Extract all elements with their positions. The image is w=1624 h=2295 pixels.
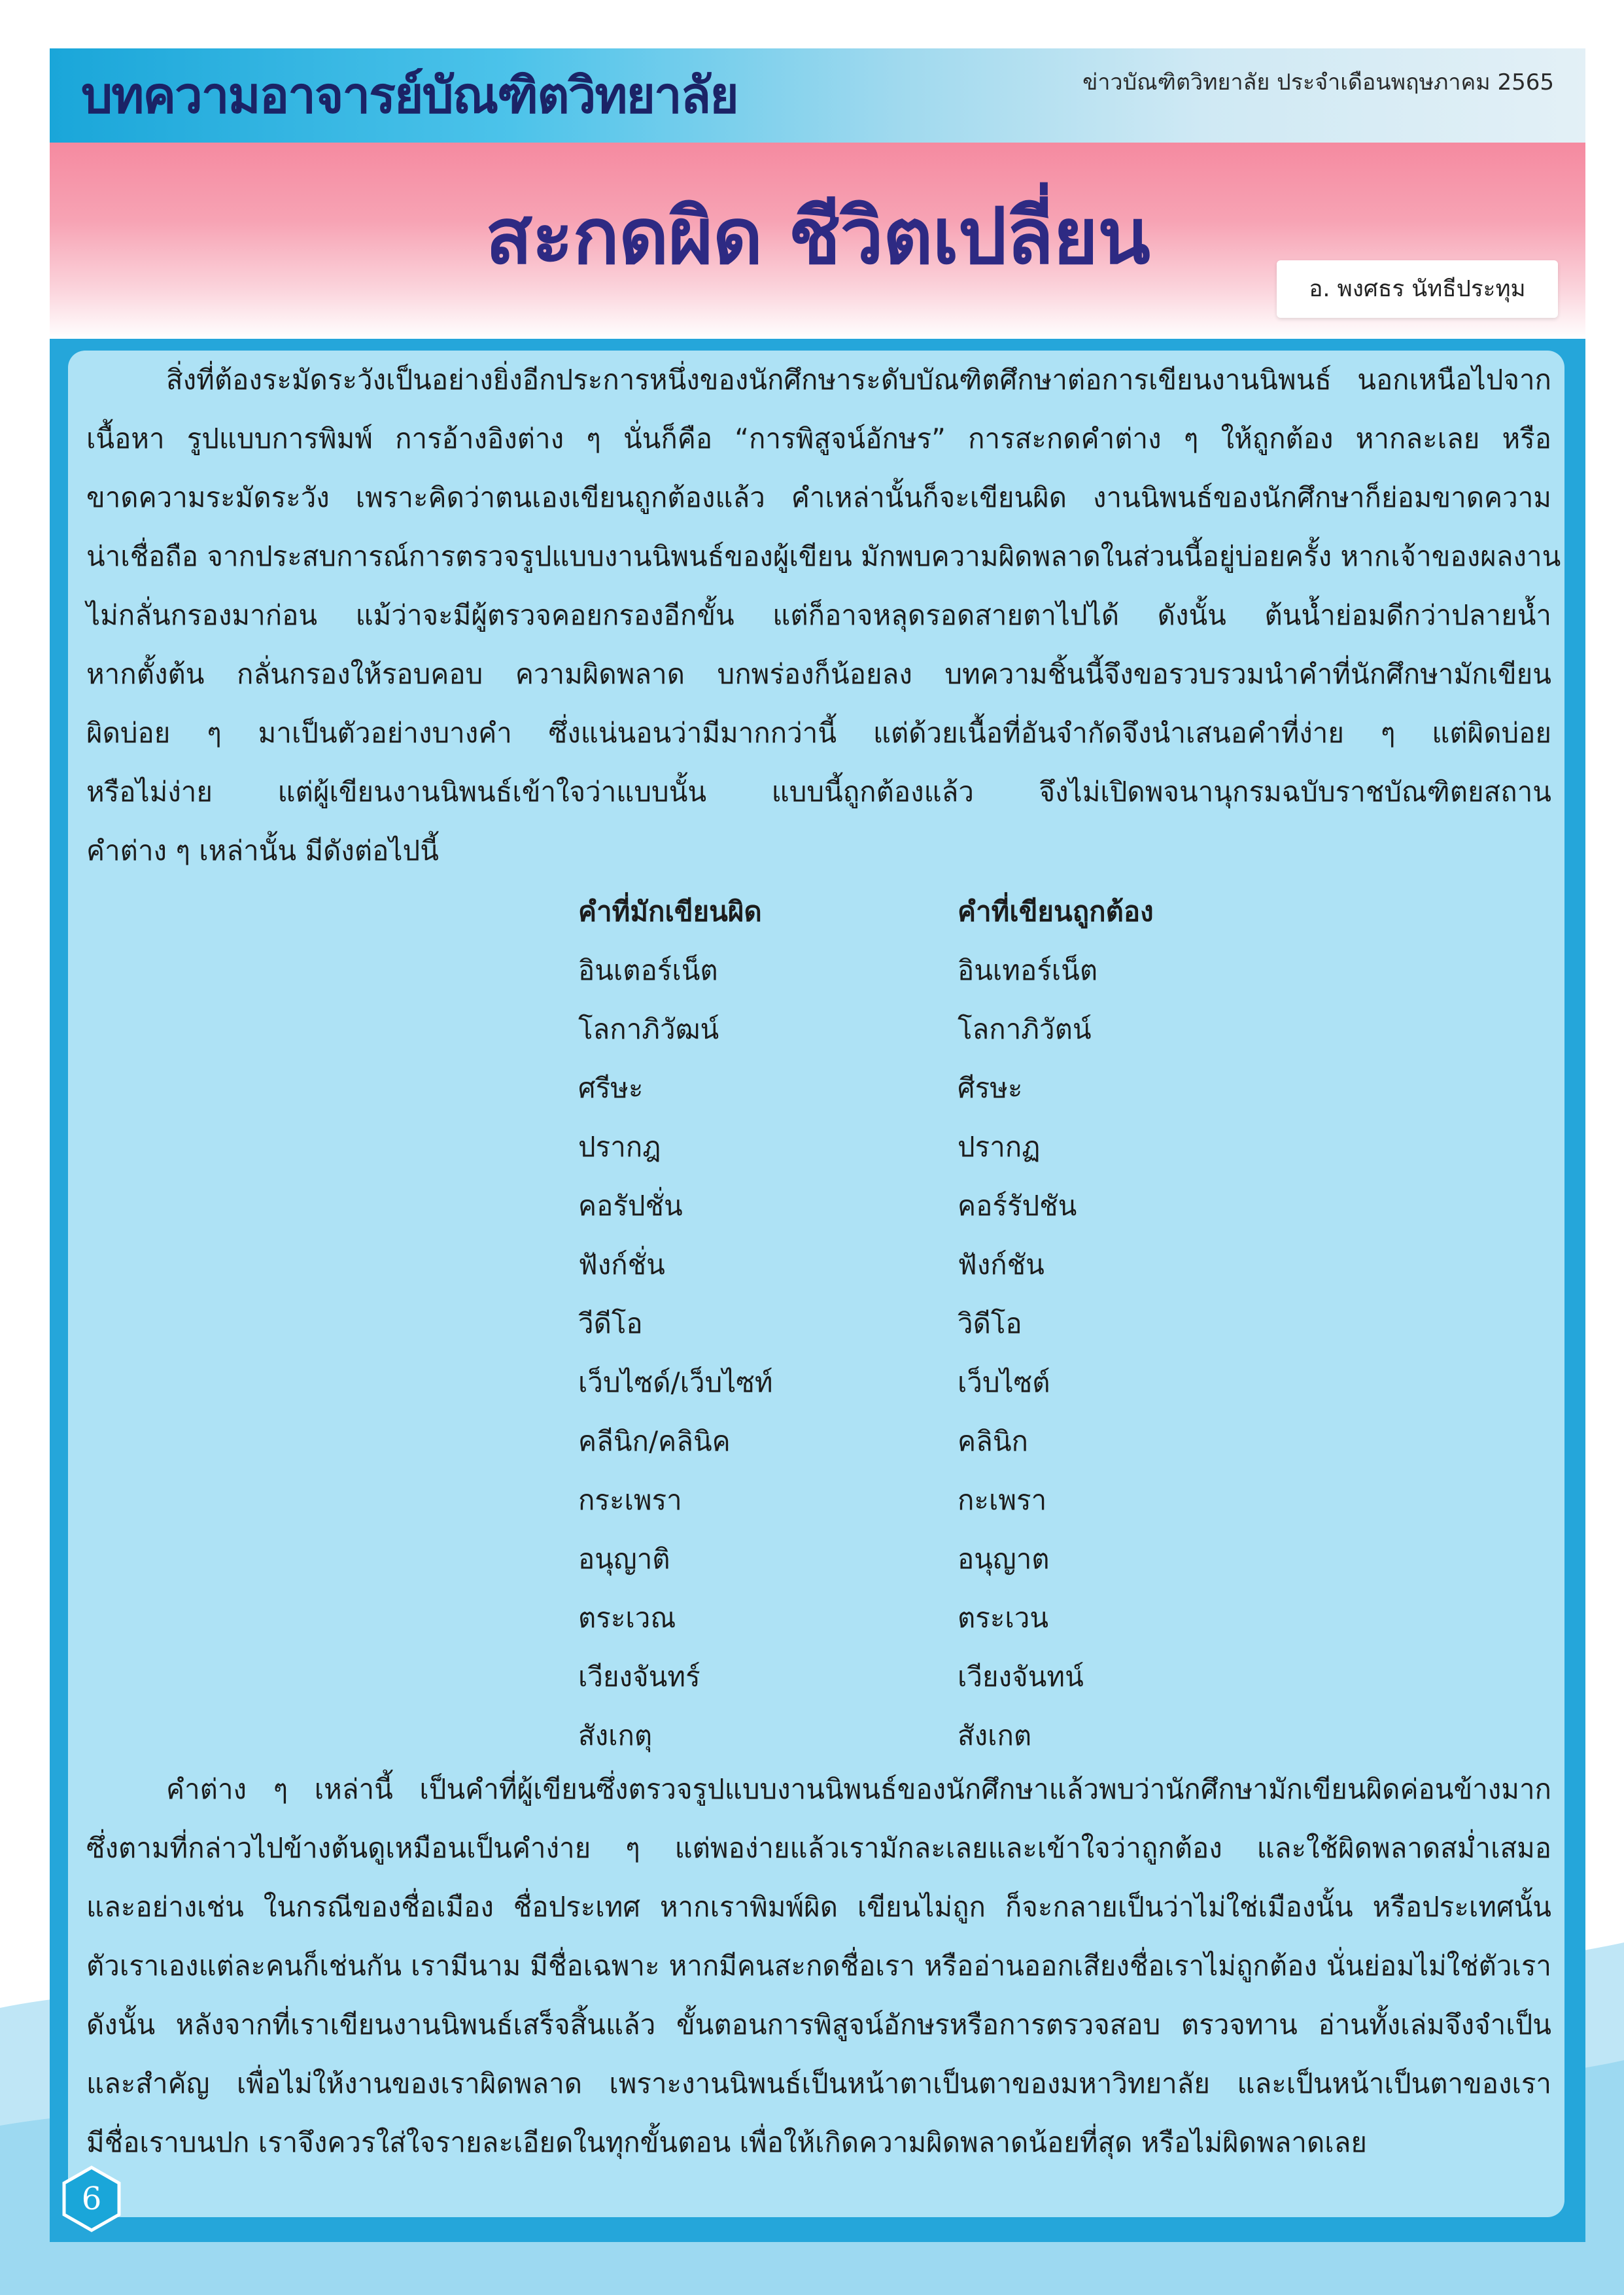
content-frame [50, 339, 1585, 2242]
paragraph-line: คำต่าง ๆ เหล่านี้ เป็นคำที่ผู้เขียนซึ่งตรวจรูปแบบงานนิพนธ์ของนักศึกษาแล้วพบว่านักศึกษามักเขียนผิดค่อนข้างมาก [166, 1773, 1551, 1805]
paragraph-line: หากตั้งต้น กลั่นกรองให้รอบคอบ ความผิดพลาด บกพร่องก็น้อยลง บทความชิ้นนี้จึงขอรวบรวมนำคำที่นักศึกษามักเขียน [86, 658, 1551, 690]
section-title: บทความอาจารย์บัณฑิตวิทยาลัย [81, 66, 738, 124]
wrong-word: ศรีษะ [578, 1072, 644, 1104]
paragraph-line: ไม่กลั่นกรองมาก่อน แม้ว่าจะมีผู้ตรวจคอยกรองอีกขั้น แต่ก็อาจหลุดรอดสายตาไปได้ ดังนั้น ต้นน้ำย่อมดีกว่าปลายน้ำ [86, 599, 1551, 631]
paragraph-line: เนื้อหา รูปแบบการพิมพ์ การอ้างอิงต่าง ๆ นั่นก็คือ “การพิสูจน์อักษร” การสะกดคำต่าง ๆ ให้ถูกต้อง หากละเลย หรือ [86, 423, 1551, 455]
header-correct-words: คำที่เขียนถูกต้อง [958, 895, 1154, 927]
paragraph-line: ดังนั้น หลังจากที่เราเขียนงานนิพนธ์เสร็จสิ้นแล้ว ขั้นตอนการพิสูจน์อักษรหรือการตรวจสอบ ตรวจทาน อ่านทั้งเล่มจึงจำเป็น [86, 2009, 1551, 2041]
correct-word: ฟังก์ชัน [958, 1249, 1045, 1281]
header-wrong-words: คำที่มักเขียนผิด [578, 895, 762, 927]
wrong-word: คอรัปชั่น [578, 1190, 683, 1222]
correct-word: เว็บไซต์ [958, 1366, 1050, 1398]
page-number: 6 [81, 2181, 102, 2217]
correct-word: วิดีโอ [958, 1307, 1022, 1339]
wrong-word: อินเตอร์เน็ต [578, 954, 718, 986]
correct-word: เวียงจันทน์ [958, 1661, 1084, 1693]
paragraph-line: ขาดความระมัดระวัง เพราะคิดว่าตนเองเขียนถูกต้องแล้ว คำเหล่านั้นก็จะเขียนผิด งานนิพนธ์ของนักศึกษาก็ย่อมขาดความ [86, 481, 1551, 513]
wrong-word: คลีนิก/คลินิค [578, 1425, 731, 1457]
wrong-word: วีดีโอ [578, 1307, 643, 1339]
wrong-word: เว็บไซด์/เว็บไซท์ [578, 1366, 773, 1398]
wrong-word: สังเกตุ [578, 1719, 653, 1751]
correct-word: ศีรษะ [958, 1072, 1023, 1104]
paragraph-line: สิ่งที่ต้องระมัดระวังเป็นอย่างยิ่งอีกประการหนึ่งของนักศึกษาระดับบัณฑิตศึกษาต่อการเขียนงานนิพนธ์ นอกเหนือไปจาก [166, 364, 1551, 396]
paragraph-line: มีชื่อเราบนปก เราจึงควรใส่ใจรายละเอียดในทุกขั้นตอน เพื่อให้เกิดความผิดพลาดน้อยที่สุด หรือไม่ผิดพลาดเลย [86, 2126, 1367, 2158]
title-band [50, 143, 1585, 339]
wrong-word: กระเพรา [578, 1484, 682, 1516]
paragraph-line: และสำคัญ เพื่อไม่ให้งานของเราผิดพลาด เพราะงานนิพนธ์เป็นหน้าตาเป็นตาของมหาวิทยาลัย และเป็นหน้าเป็นตาของเรา [86, 2067, 1551, 2099]
issue-label: ข่าวบัณฑิตวิทยาลัย ประจำเดือนพฤษภาคม 2565 [1082, 69, 1554, 95]
correct-word: คลินิก [958, 1425, 1028, 1457]
paragraph-line: และอย่างเช่น ในกรณีของชื่อเมือง ชื่อประเทศ หากเราพิมพ์ผิด เขียนไม่ถูก ก็จะกลายเป็นว่าไม่ใช่เมืองนั้น หรือประเทศนั้น [86, 1891, 1551, 1923]
wrong-word: ปรากฎ [578, 1131, 661, 1163]
wrong-word: ตระเวณ [578, 1602, 676, 1634]
wrong-word: อนุญาติ [578, 1543, 670, 1575]
correct-word: อินเทอร์เน็ต [958, 954, 1098, 986]
wrong-word: เวียงจันทร์ [578, 1661, 700, 1693]
paragraph-line: ซึ่งตามที่กล่าวไปข้างต้นดูเหมือนเป็นคำง่าย ๆ แต่พอง่ายแล้วเรามักละเลยและเข้าใจว่าถูกต้อง และใช้ผิดพลาดสม่ำเสมอ [86, 1832, 1551, 1864]
correct-word: สังเกต [958, 1719, 1032, 1751]
article-title: สะกดผิด ชีวิตเปลี่ยน [485, 191, 1150, 281]
wrong-word: โลกาภิวัฒน์ [578, 1013, 719, 1045]
correct-word: อนุญาต [958, 1543, 1050, 1575]
correct-word: ปรากฏ [958, 1131, 1041, 1163]
page-number-badge [58, 2165, 126, 2233]
correct-word: โลกาภิวัตน์ [958, 1013, 1092, 1045]
correct-word: ตระเวน [958, 1602, 1049, 1634]
paragraph-line: คำต่าง ๆ เหล่านั้น มีดังต่อไปนี้ [86, 835, 439, 867]
author-name: อ. พงศธร นัทธีประทุม [1309, 276, 1526, 302]
correct-word: คอร์รัปชัน [958, 1190, 1077, 1222]
wrong-word: ฟังก์ชั่น [578, 1249, 665, 1281]
paragraph-line: น่าเชื่อถือ จากประสบการณ์การตรวจรูปแบบงานนิพนธ์ของผู้เขียน มักพบความผิดพลาดในส่วนนี้อยู่บ่อยครั้ง หากเจ้าของผลงาน [86, 540, 1561, 572]
content-panel [68, 351, 1564, 2217]
author-box [1277, 260, 1558, 318]
paragraph-line: หรือไม่ง่าย แต่ผู้เขียนงานนิพนธ์เข้าใจว่าแบบนั้น แบบนี้ถูกต้องแล้ว จึงไม่เปิดพจนานุกรมฉบับราชบัณฑิตยสถาน [86, 776, 1551, 808]
header-bar [50, 48, 1585, 143]
paragraph-line: ตัวเราเองแต่ละคนก็เช่นกัน เรามีนาม มีชื่อเฉพาะ หากมีคนสะกดชื่อเรา หรืออ่านออกเสียงชื่อเราไม่ถูกต้อง นั่นย่อมไม่ใช่ตัวเรา [86, 1950, 1551, 1982]
paragraph-line: ผิดบ่อย ๆ มาเป็นตัวอย่างบางคำ ซึ่งแน่นอนว่ามีมากกว่านี้ แต่ด้วยเนื้อที่อันจำกัดจึงนำเสนอคำที่ง่าย ๆ แต่ผิดบ่อย [86, 717, 1551, 749]
correct-word: กะเพรา [958, 1484, 1047, 1516]
